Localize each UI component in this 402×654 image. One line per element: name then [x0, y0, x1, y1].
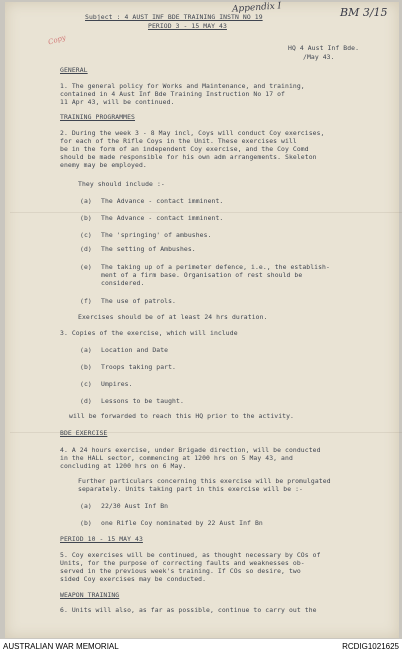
list-item: considered.: [101, 279, 145, 287]
formation-line: HQ 4 Aust Inf Bde.: [288, 44, 360, 52]
heading-bde-exercise: BDE EXERCISE: [60, 429, 108, 437]
para-4-detail: separately. Units taking part in this exercise will be :-: [78, 485, 304, 493]
para-4-line: in the HALL sector, commencing at 1200 hrs on 5 May 43, and: [60, 454, 293, 462]
footer-institution: AUSTRALIAN WAR MEMORIAL: [3, 642, 119, 651]
list-item: The use of patrols.: [101, 297, 177, 305]
list-letter: (a): [80, 346, 92, 354]
para-4-line: concluding at 1200 hrs on 6 May.: [60, 462, 187, 470]
date-line: /May 43.: [303, 53, 335, 61]
list-item: Troops taking part.: [101, 363, 177, 371]
heading-weapon-training: WEAPON TRAINING: [60, 591, 120, 599]
para-5-line: served in the previous week's training. If COs so desire, two: [60, 567, 301, 575]
para-2-line: 2. During the week 3 - 8 May incl, Coys will conduct Coy exercises,: [60, 129, 325, 137]
list-item: The setting of Ambushes.: [101, 245, 196, 253]
para-1-line: 11 Apr 43, will be continued.: [60, 98, 175, 106]
include-intro: They should include :-: [78, 180, 165, 188]
para-2-line: be in the form of an independent Coy exercise, and the Coy Comd: [60, 145, 309, 153]
para-5-line: Units, for the purpose of correcting faults and weaknesses ob-: [60, 559, 305, 567]
para-1-line: 1. The general policy for Works and Maintenance, and training,: [60, 82, 305, 90]
footer-bar: [0, 639, 402, 654]
copy-stamp: Copy: [47, 33, 67, 47]
period-line: PERIOD 3 - 15 MAY 43: [148, 22, 227, 30]
footer-reference: RCDIG1021625: [342, 642, 399, 651]
list-item: one Rifle Coy nominated by 22 Aust Inf Bn: [101, 519, 263, 527]
para-3-intro: 3. Copies of the exercise, which will include: [60, 329, 238, 337]
list-letter: (b): [80, 519, 92, 527]
list-item: The Advance - contact imminent.: [101, 197, 224, 205]
heading-training: TRAINING PROGRAMMES: [60, 113, 136, 121]
list-item: The Advance - contact imminent.: [101, 214, 224, 222]
list-item: The taking up of a perimeter defence, i.e., the establish-: [101, 263, 330, 271]
list-letter: (c): [80, 231, 92, 239]
reference-code: BM 3/15: [340, 6, 388, 19]
page-fold: [10, 212, 402, 213]
para-2-line: enemy may be employed.: [60, 161, 147, 169]
heading-general: GENERAL: [60, 66, 88, 74]
list-letter: (c): [80, 380, 92, 388]
list-item: Lessons to be taught.: [101, 397, 184, 405]
list-letter: (f): [80, 297, 92, 305]
list-letter: (e): [80, 263, 92, 271]
para-2-line: should be made responsible for his own adm arrangements. Skeleton: [60, 153, 317, 161]
list-item: Location and Date: [101, 346, 169, 354]
para-4-line: 4. A 24 hours exercise, under Brigade direction, will be conducted: [60, 446, 321, 454]
para-4-detail: Further particulars concerning this exercise will be promulgated: [78, 477, 331, 485]
list-letter: (a): [80, 197, 92, 205]
list-letter: (b): [80, 214, 92, 222]
list-letter: (d): [80, 397, 92, 405]
para-2-line: for each of the Rifle Coys in the Unit. These exercises will: [60, 137, 297, 145]
para-3-close: will be forwarded to reach this HQ prior to the activity.: [69, 412, 295, 420]
list-letter: (a): [80, 502, 92, 510]
subject-line: Subject : 4 AUST INF BDE TRAINING INSTN NO 19: [85, 13, 263, 21]
list-item: ment of a firm base. Organisation of rest should be: [101, 271, 303, 279]
para-5-line: sided Coy exercises may be conducted.: [60, 575, 207, 583]
list-item: Umpires.: [101, 380, 133, 388]
list-item: 22/30 Aust Inf Bn: [101, 502, 169, 510]
para-1-line: contained in 4 Aust Inf Bde Training Instruction No 17 of: [60, 90, 286, 98]
para-6-line: 6. Units will also, as far as possible, continue to carry out the: [60, 606, 317, 614]
list-item: The 'springing' of ambushes.: [101, 231, 212, 239]
appendix-annotation: Appendix I: [231, 1, 282, 15]
duration-note: Exercises should be of at least 24 hrs duration.: [78, 313, 268, 321]
para-5-line: 5. Coy exercises will be continued, as thought necessary by COs of: [60, 551, 321, 559]
list-letter: (b): [80, 363, 92, 371]
list-letter: (d): [80, 245, 92, 253]
heading-period-two: PERIOD 10 - 15 MAY 43: [60, 535, 143, 543]
